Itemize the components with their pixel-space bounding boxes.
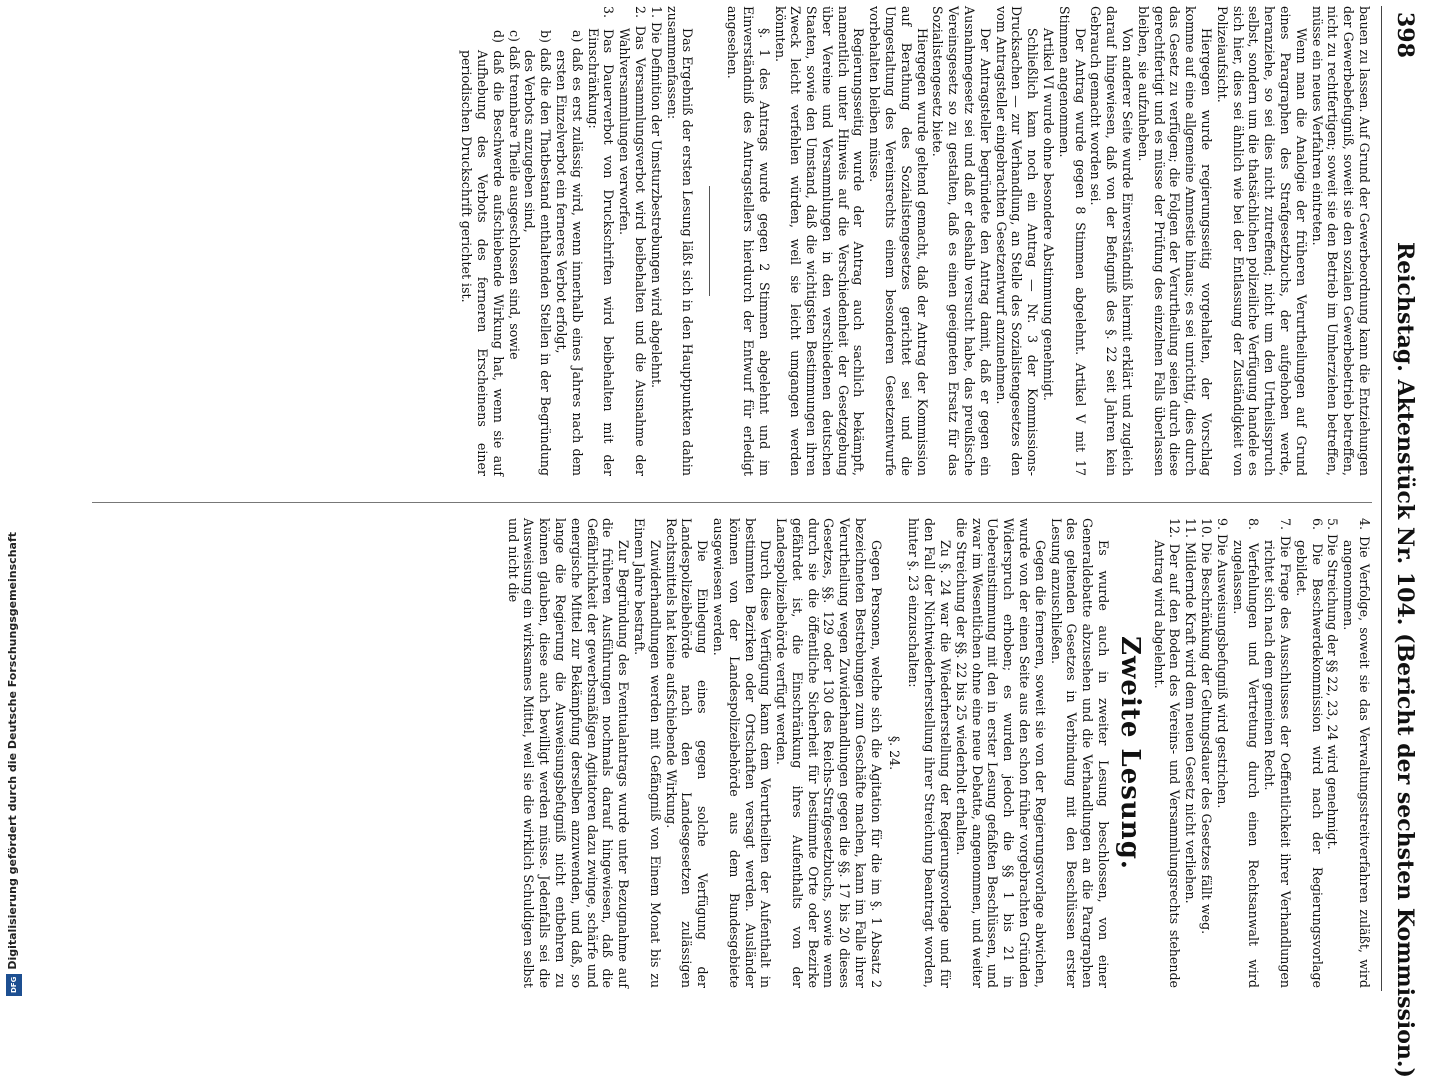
- running-title: Reichstag. Aktenstück Nr. 104. (Bericht der sechsten Kommission.): [1392, 242, 1418, 1078]
- paragraph: Die Einlegung eines gegen solche Verfügung der Landespolizeibehörde nach den Landesgesetzen zulässigen Rechtsmittels hat keine aufschiebende Wirkung.: [663, 518, 711, 988]
- paragraph: Hiergegen wurde regierungsseitig vorgehalten, der Vorschlag komme auf eine allgemeine Amnestie hinaus; es sei unrichtig, dies durch das Gesetz zu verfügen; die Folgen der Verurtheilung seien durch diese gerechtfertigt und es müsse der Prüfung des einzelnen Falls überlassen bleiben, sie aufzuheben.: [1135, 6, 1215, 476]
- summary-item: 8. Verfehlungen und Vertretung durch einen Rechtsanwalt wird zugelassen.: [1230, 518, 1262, 988]
- summary-item: 7. Die Frage des Ausschlusses der Oeffentlichkeit ihrer Verhandlungen richtet sich nach dem gemeinen Recht.: [1262, 518, 1294, 988]
- paragraph: Schließlich kam noch ein Antrag — Nr. 3 der Kommissions-Drucksachen — zur Verhandlung, an Stelle des Sozialistengesetzes den vom Antragsteller eingebrachten Gesetzentwurf anzunehmen.: [993, 6, 1041, 476]
- section-heading: Zweite Lesung.: [1114, 636, 1145, 870]
- paragraph: Zur Begründung des Eventualantrags wurde unter Bezugnahme auf die früheren Ausführungen nochmals darauf hingewiesen, daß die Gefährlichkeit der gewerbsmäßigen Agitatoren dazu zwinge, schärfe und energische Mittel zur Bekämpfung derselben anzuwenden, und daß, so lange die Regierung die Ausweisungsbefugniß nicht entbehren zu können glauben, diese auch bewilligt werden müsse. Jedenfalls sei die Ausweisung ein wirksames Mittel, weil sie die wirklich Schuldigen selbst und nicht die: [505, 518, 632, 988]
- summary-item: 4. Die Verfolge, soweit sie das Verwaltungsstreitverfahren zuläßt, wird angenommen.: [1341, 518, 1372, 988]
- summary-item: 3. Das Dauerverbot von Druckschriften wird beibehalten mit der Einschränkung:: [585, 6, 617, 476]
- left-column: [458, 6, 1372, 476]
- summary-item: 6. Die Beschwerdekommission wird nach der Regierungsvorlage gebildet.: [1293, 518, 1325, 988]
- paragraph: §. 1 des Antrags wurde gegen 2 Stimmen abgelehnt und im Einverständniß des Antragstellers hierdurch der Entwurf für erledigt angesehen.: [725, 6, 772, 476]
- header-rule: [1381, 6, 1382, 991]
- paragraph: Regierungsseitig wurde der Antrag auch sachlich bekämpft, namentlich unter Hinweis auf die Verschiedenheit der Gesetzgebung über Vereine und Versammlungen in den verschiedenen deutschen Staaten, sowie den Umstand, daß die wichtigsten Bestimmungen ihren Zweck leicht verfehlen würden, weil sie leicht umgangen werden könnten.: [772, 6, 867, 476]
- footer-credit: Digitalisierung gefördert durch die Deutsche Forschungsgemeinschaft: [6, 532, 19, 970]
- summary-item: 5. Die Streichung der §§ 22, 23, 24 wird genehmigt.: [1325, 518, 1341, 850]
- paragraph: Zu §. 24 war die Wiederherstellung der Regierungsvorlage und für den Fall der Nichtwiederherstellung ihrer Streichung beantragt worden, hinter §. 23 einzuschalten:: [906, 518, 954, 988]
- dfg-logo-icon: DFG: [6, 974, 22, 996]
- summary-subitem: b) daß die den Thatbestand enthaltenden Stellen in der Begründung des Verbots anzugeben sind,: [522, 30, 554, 476]
- section-label: §. 24.: [886, 735, 902, 771]
- summary-intro: Das Ergebniß der ersten Lesung läßt sich in den Hauptpunkten dahin zusammenfassen:: [664, 6, 696, 476]
- right-column: [505, 518, 1372, 988]
- paragraph: bauen zu lassen. Auf Grund der Gewerbeordnung kann die Entziehungen der Gewerbebefugniß, soweit sie den sozialen Gewerbebetrieb betreffen, nicht zu rechtfertigen; soweit sie den Betrieb im Umherziehen betreffen, müsse ein neues Verfahren eintreten.: [1309, 6, 1372, 476]
- page-number: 398: [1392, 12, 1418, 58]
- summary-subitem: a) daß es erst zulässig wird, wenn innerhalb eines Jahres nach dem ersten Einzelverbot ein ferneres Verbot erfolgt,: [553, 30, 585, 476]
- digitization-footer: [2, 532, 26, 1000]
- summary-subitem: c) daß trennbare Theile ausgeschlossen sind, sowie: [506, 30, 522, 360]
- paragraph: Von anderer Seite wurde Einverständniß hiermit erklärt und zugleich darauf hingewiesen, daß von der Befugniß des §. 22 seit Jahren kein Gebrauch gemacht worden sei.: [1088, 6, 1136, 476]
- paragraph: Gegen Personen, welche sich die Agitation für die im §. 1 Absatz 2 bezeichneten Bestrebungen zum Geschäfte machen, kann im Falle ihrer Verurtheilung wegen Zuwiderhandlungen gegen die §§. 17 bis 20 dieses Gesetzes, §§. 129 oder 130 des Reichs-Strafgesetzbuchs, sowie wenn durch sie die öffentliche Sicherheit für bestimmte Orte oder Bezirke gefährdet ist, die Einschränkung ihres Aufenthalts von der Landespolizeibehörde verfügt werden.: [774, 518, 884, 988]
- paragraph: Durch diese Verfügung kann dem Verurtheilten der Aufenthalt in bestimmten Bezirken oder Ortschaften versagt werden. Ausländer können von der Landespolizeibehörde aus dem Bundesgebiete ausgewiesen werden.: [710, 518, 774, 988]
- paragraph: Der Antragsteller begründete den Antrag damit, daß er gegen ein Ausnahmegesetz sei und daß er deshalb versucht habe, das preußische Vereinsgesetz so zu gestalten, daß es einen geeigneten Ersatz für das Sozialistengesetz biete.: [930, 6, 993, 476]
- column-rule: [92, 502, 1372, 503]
- summary-subitem: d) daß die Beschwerde aufschiebende Wirkung hat, wenn sie auf Aufhebung des Verbots des ferneren Erscheinens einer periodischen Druckschrift gerichtet ist.: [459, 30, 506, 476]
- summary-item: 10. Die Beschränkung der Geltungsdauer des Gesetzes fällt weg.: [1199, 518, 1215, 935]
- paragraph: Der Antrag wurde gegen 8 Stimmen abgelehnt. Artikel V mit 17 Stimmen angenommen.: [1056, 6, 1088, 476]
- summary-item: 12. Der auf den Boden des Vereins- und Versammlungsrechts stehende Antrag wird abgelehnt.: [1151, 518, 1183, 988]
- summary-item: 2. Das Versammlungsverbot wird beibehalten und die Ausnahme der Wahlversammlungen verworfen.: [617, 6, 648, 476]
- paragraph: Hiergegen wurde geltend gemacht, daß der Antrag der Kommission auf Berathung des Sozialistengesetzes gerichtet sei und die Umgestaltung des Vereinsrechts einem besonderen Gesetzentwurfe vorbehalten bleiben müsse.: [867, 6, 930, 476]
- paragraph: Artikel VI wurde ohne besondere Abstimmung genehmigt.: [1041, 28, 1057, 401]
- running-header: [1384, 6, 1418, 1078]
- summary-item: 11. Mildernde Kraft wird dem neuen Gesetz nicht verliehen.: [1183, 518, 1199, 904]
- paragraph: Es wurde auch in zweiter Lesung beschlossen, von einer Generaldebatte abzusehen und die Verhandlungen an die Paragraphen des geltenden Gesetzes in Verbindung mit den Beschlüssen erster Lesung anzuschließen.: [1048, 518, 1112, 988]
- paragraph: Gegen die ferneren, soweit sie von der Regierungsvorlage abwichen, wurde von der einen Seite aus den schon früher vorgebrachten Gründen Widerspruch erhoben; es wurden jedoch die §§ 1 bis 21 in Uebereinstimmung mit den in erster Lesung gefaßten Beschlüssen, und zwar im Wesentlichen ohne eine neue Debatte, angenommen, und weiter die Streichung der §§. 22 bis 25 wiederholt erhalten.: [953, 518, 1048, 988]
- paragraph: Zuwiderhandlungen werden mit Gefängniß von Einem Monat bis zu Einem Jahre bestraft.: [631, 518, 663, 988]
- summary-item: 1. Die Definition der Umsturzbestrebungen wird abgelehnt.: [648, 6, 664, 389]
- section-divider: [709, 186, 710, 296]
- summary-item: 9. Die Ausweisungsbefugniß wird gestrichen.: [1214, 518, 1230, 809]
- paragraph: Wenn man die Analogie der früheren Verurtheilungen auf Grund eines Paragraphen des Strafgesetzbuchs, der aufgehoben werde, heranziehe, so sei dies nicht zutreffend; nicht um den Urtheilsspruch selbst, sondern um die thatsächlichen polizeiliche Verfügung handele es sich hier, dies sei ähnlich wie bei der Entlassung der Zuständigkeit von Polizeiaufsicht.: [1214, 6, 1309, 476]
